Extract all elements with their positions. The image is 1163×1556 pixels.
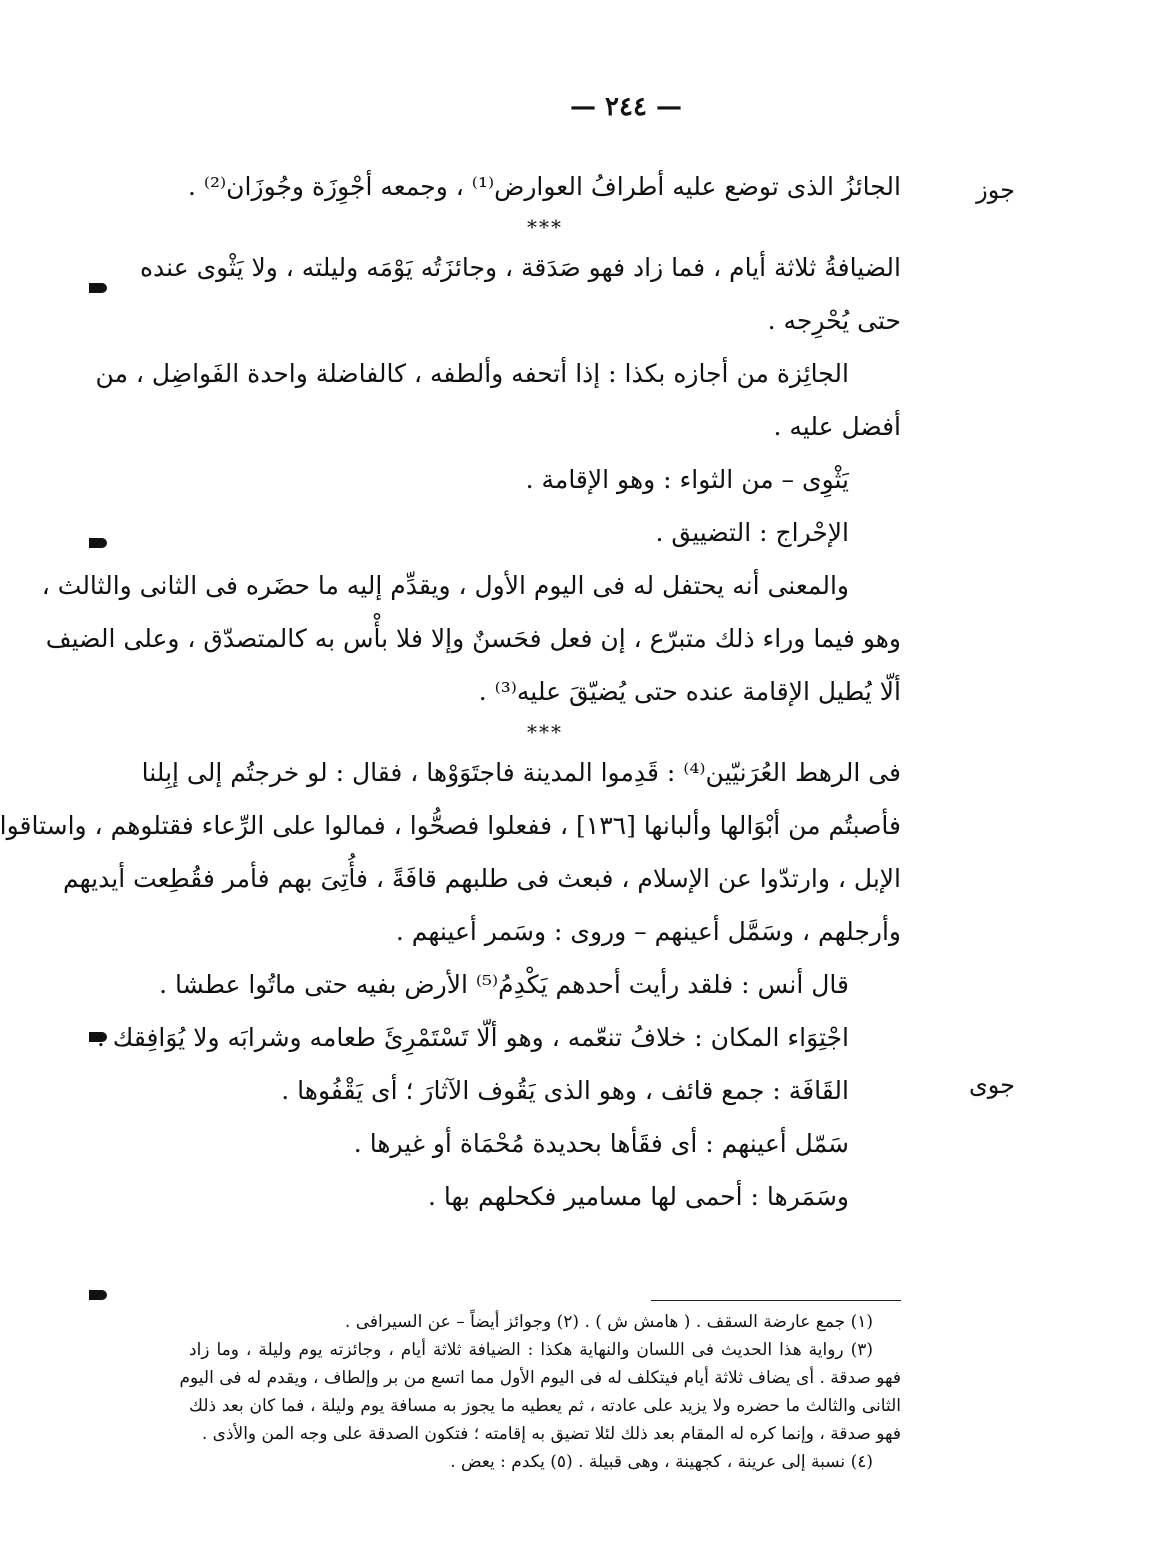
text-line: الإبل ، وارتدّوا عن الإسلام ، فبعث فى طلبهم قافَةً ، فأُتِىَ بهم فأمر فقُطِعت أيديهم — [63, 864, 901, 893]
text-line: وسَمَرها : أحمى لها مسامير فكحلهم بها . — [428, 1182, 849, 1211]
margin-mark — [89, 283, 107, 293]
text-line: فأصبتُم من أبْوَالها وألبانها [١٣٦] ، ففعلوا فصحُّوا ، فمالوا على الرِّعاء فقتلوهم ، واستاقوا — [0, 811, 901, 840]
text-line: قال أنس : فلقد رأيت أحدهم يَكْدِمُ⁽⁵⁾ الأرض بفيه حتى ماتُوا عطشا . — [159, 970, 849, 999]
footnote-line: (٤) نسبة إلى عرينة ، كجهينة ، وهى قبيلة . (٥) يكدم : يعض . — [450, 1452, 873, 1472]
footnote-divider — [651, 1300, 901, 1301]
footnote-line: الثانى والثالث ما حضره ولا يزيد على عادته ، ثم يعطيه ما يجوز به مسافة يوم وليلة ، فما كان بعد ذلك — [189, 1396, 901, 1416]
text-line: الجائِزة من أجازه بكذا : إذا أتحفه وألطفه ، كالفاضلة واحدة الفَواضِل ، من — [95, 359, 849, 388]
text-line: وهو فيما وراء ذلك متبرّع ، إن فعل فحَسنٌ وإلا فلا بأْس به كالمتصدّق ، وعلى الضيف — [45, 624, 901, 653]
text-line: الجائزُ الذى توضع عليه أطرافُ العوارض⁽¹⁾ ، وجمعه أجْوِزَة وجُوزَان⁽²⁾ . — [187, 172, 901, 201]
main-text — [0, 160, 901, 1223]
footnote-line: (٣) رواية هذا الحديث فى اللسان والنهاية هكذا : الضيافة ثلاثة أيام ، وجائزته يوم وليلة ، وما زاد — [189, 1340, 873, 1360]
footnote-line: فهو صدقة ، وإنما كره له المقام بعد ذلك لئلا تضيق به إقامته ؛ فتكون الصدقة على وجه المن والأذى . — [201, 1424, 901, 1444]
text-line: سَمّل أعينهم : أى فقَأها بحديدة مُحْمَاة أو غيرها . — [353, 1129, 849, 1158]
page-number: — ٢٤٤ — — [569, 92, 683, 122]
text-line: اجْتِوَاء المكان : خلافُ تنعّمه ، وهو ألّا تَسْتَمْرِئَ طعامه وشرابَه ولا يُوَافِقك . — [96, 1023, 849, 1052]
text-line: حتى يُحْرِجه . — [767, 306, 901, 335]
footnote-line: (١) جمع عارضة السقف . ( هامش ش ) . (٢) وجوائز أيضاً – عن السيرافى . — [344, 1312, 873, 1332]
text-line: والمعنى أنه يحتفل له فى اليوم الأول ، ويقدِّم إليه ما حضَره فى الثانى والثالث ، — [41, 571, 849, 600]
root-label-jwz: جوز — [976, 176, 1015, 204]
text-line: أفضل عليه . — [773, 412, 901, 441]
text-line: القَافَة : جمع قائف ، وهو الذى يَقُوف الآثارَ ؛ أى يَقْفُوها . — [281, 1076, 849, 1105]
text-line: ألّا يُطيل الإقامة عنده حتى يُضيّقَ عليه⁽³⁾ . — [478, 677, 901, 706]
text-line: يَثْوِى – من الثواء : وهو الإقامة . — [525, 465, 849, 494]
text-line: فى الرهط العُرَنيّين⁽⁴⁾ : قَدِموا المدينة فاجتَوَوْها ، فقال : لو خرجتُم إلى إبِلنا — [141, 758, 901, 787]
root-label-jwy: جوى — [968, 1071, 1015, 1099]
text-line: الإحْراج : التضييق . — [655, 518, 849, 547]
text-line: وأرجلهم ، وسَمَّل أعينهم – وروى : وسَمر أعينهم . — [395, 917, 901, 946]
separator-stars: *** — [527, 215, 563, 239]
separator-stars: *** — [527, 720, 563, 744]
footnote-line: فهو صدقة . أى يضاف ثلاثة أيام فيتكلف له فى اليوم الأول مما اتسع من بر وإلطاف ، ويقدم له فى اليوم — [179, 1368, 901, 1388]
text-line: الضيافةُ ثلاثة أيام ، فما زاد فهو صَدَقة ، وجائزَتُه يَوْمَه وليلته ، ولا يَثْوى عنده — [139, 253, 901, 282]
footnotes — [179, 1308, 901, 1476]
margin-mark — [89, 538, 107, 548]
margin-mark — [89, 1290, 107, 1300]
